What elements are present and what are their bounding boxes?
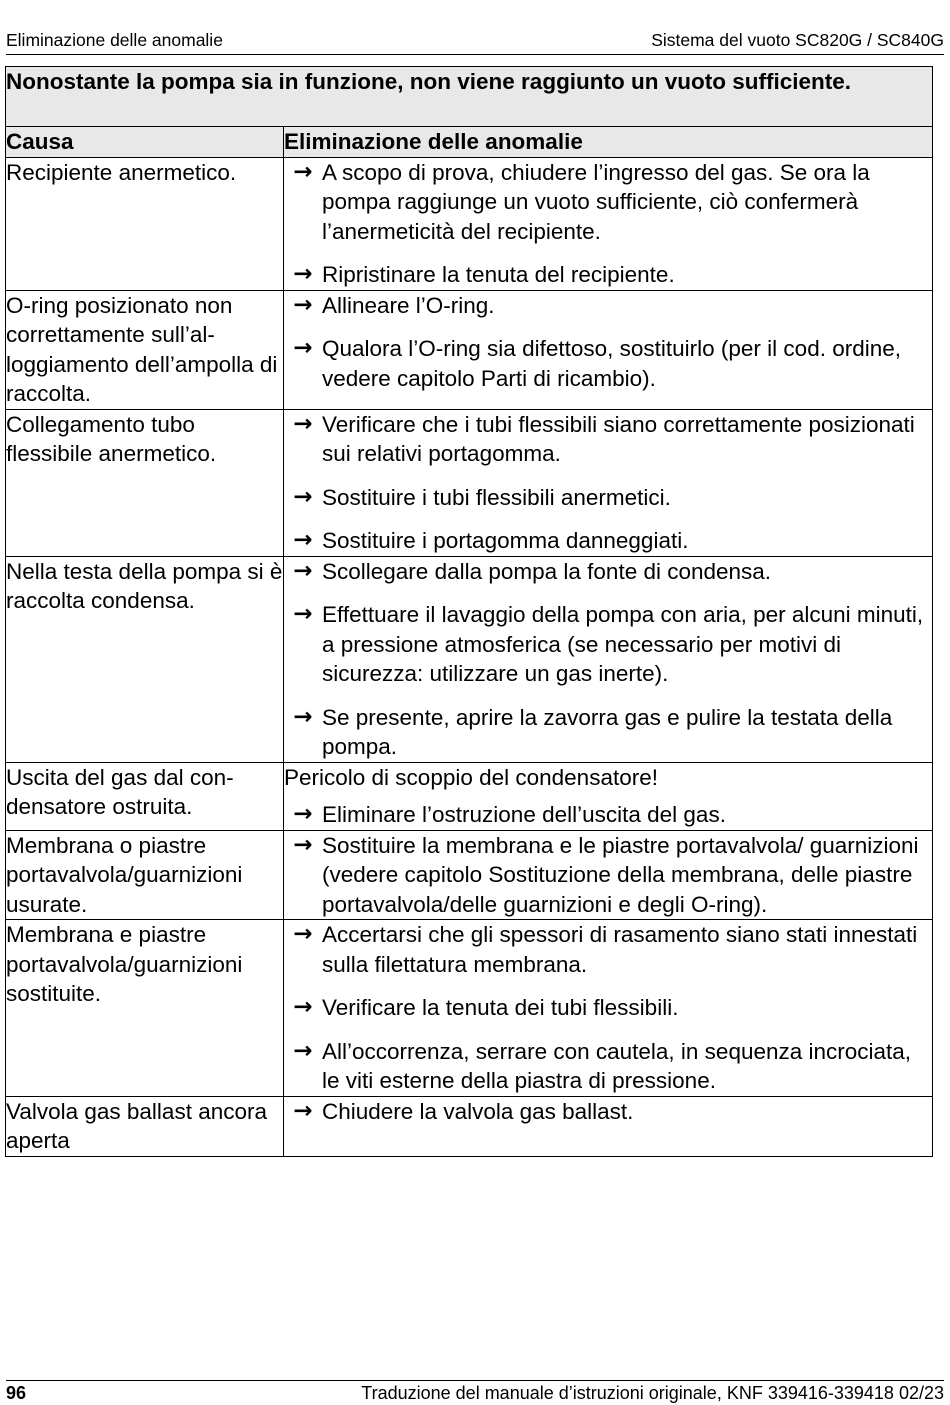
remedy-step-text: Accertarsi che gli spessori di rasamento siano stati innestati sulla filettatura membrana. [322, 922, 918, 977]
table-title: Nonostante la pompa sia in funzione, non viene raggiunto un vuoto sufficiente. [6, 67, 933, 127]
remedy-step-text: Se presente, aprire la zavorra gas e pulire la testata della pompa. [322, 704, 893, 759]
arrow-right-icon: → [293, 1037, 313, 1064]
remedy-step-text: Sostituire i portagomma danneggiati. [322, 528, 689, 553]
remedy-step [284, 410, 932, 469]
arrow-right-icon: → [293, 1097, 313, 1124]
remedy-step [284, 483, 932, 513]
cause-cell: Membrana e piastre portavalvola/guarnizioni sostituite. [6, 920, 284, 1097]
arrow-right-icon: → [293, 921, 313, 947]
arrow-right-icon: → [293, 483, 313, 510]
arrow-right-icon: → [293, 801, 313, 827]
arrow-right-icon: → [293, 291, 313, 318]
table-row [6, 920, 933, 1097]
remedy-step-text: A scopo di prova, chiudere l’ingresso del gas. Se ora la pompa raggiunge un vuoto sufficiente, ciò confermerà l’anermeticità del recipiente. [322, 159, 870, 244]
cause-cell: Nella testa della pompa si è raccolta condensa. [6, 556, 284, 762]
remedy-cell [284, 556, 933, 762]
remedy-step [284, 526, 932, 556]
remedy-step [284, 1037, 932, 1096]
remedy-step-text: Effettuare il lavaggio della pompa con aria, per alcuni minuti, a pressione atmosferica (se necessario per motivi di sicurezza: utilizzare un gas inerte). [322, 602, 924, 686]
page-header [6, 28, 944, 55]
remedy-step-text: Qualora l’O-ring sia difettoso, sostituirlo (per il cod. ordine, vedere capitolo Parti di ricambio). [322, 336, 902, 391]
remedy-cell [284, 290, 933, 409]
arrow-right-icon: → [293, 601, 313, 627]
remedy-cell [284, 409, 933, 556]
remedy-step-text: Scollegare dalla pompa la fonte di condensa. [322, 558, 772, 584]
cause-cell: Valvola gas ballast ancora aperta [6, 1096, 284, 1156]
remedy-step-text: Eliminare l’ostruzione dell’uscita del gas. [322, 802, 726, 827]
remedy-step-text: Sostituire la membrana e le piastre portavalvola/ guarnizioni (vedere capitolo Sostituzione della membrana, delle piastre portavalvola/delle guarnizioni e degli O-ring). [322, 832, 919, 917]
page-footer [6, 1380, 944, 1405]
page-number: 96 [6, 1383, 27, 1403]
arrow-right-icon: → [293, 994, 313, 1020]
remedy-step-text: Chiudere la valvola gas ballast. [322, 1098, 634, 1124]
cause-cell: Recipiente anermetico. [6, 157, 284, 290]
remedy-step [284, 291, 932, 321]
remedy-step [284, 557, 932, 587]
table-row [6, 556, 933, 762]
remedy-step [284, 703, 932, 762]
warning-note: Pericolo di scoppio del condensatore! [284, 764, 658, 790]
remedy-cell [284, 1096, 933, 1156]
remedy-step-text: Verificare che i tubi flessibili siano correttamente posizionati sui relativi portagomma. [322, 411, 915, 466]
remedy-step-text: All’occorrenza, serrare con cautela, in sequenza incrociata, le viti esterne della piastra di pressione. [322, 1038, 912, 1093]
remedy-step [284, 334, 932, 393]
column-header-remedy: Eliminazione delle anomalie [284, 127, 933, 158]
remedy-step-text: Verificare la tenuta dei tubi flessibili. [322, 995, 679, 1020]
remedy-step [284, 600, 932, 689]
arrow-right-icon: → [293, 831, 313, 858]
remedy-step [284, 800, 932, 830]
remedy-step [284, 920, 932, 979]
footer-source: Traduzione del manuale d’istruzioni originale, KNF 339416-339418 02/23 [361, 1383, 944, 1403]
arrow-right-icon: → [293, 703, 313, 730]
table-row [6, 290, 933, 409]
arrow-right-icon: → [293, 410, 313, 437]
remedy-step-text: Sostituire i tubi flessibili anermetici. [322, 484, 671, 510]
arrow-right-icon: → [293, 527, 313, 553]
remedy-step [284, 260, 932, 290]
table-row [6, 830, 933, 920]
table-row [6, 409, 933, 556]
remedy-cell [284, 920, 933, 1097]
cause-cell: Collegamento tubo flessibile anermetico. [6, 409, 284, 556]
arrow-right-icon: → [293, 557, 313, 584]
remedy-step [284, 158, 932, 247]
table-row [6, 157, 933, 290]
header-product-name: Sistema del vuoto SC820G / SC840G [651, 30, 944, 50]
arrow-right-icon: → [293, 158, 313, 185]
remedy-step [284, 993, 932, 1023]
arrow-right-icon: → [293, 335, 313, 361]
column-header-cause: Causa [6, 127, 284, 158]
remedy-step-text: Allineare l’O-ring. [322, 292, 495, 318]
cause-cell: Uscita del gas dal condensatore ostruita. [6, 762, 284, 830]
cause-cell: O-ring posizionato non correttamente sull’alloggiamento dell’ampolla di raccolta. [6, 290, 284, 409]
header-section-title: Eliminazione delle anomalie [6, 30, 223, 50]
table-body [6, 157, 933, 1156]
remedy-step-text: Ripristinare la tenuta del recipiente. [322, 262, 675, 287]
table-row [6, 1096, 933, 1156]
troubleshooting-table [5, 66, 933, 1157]
remedy-cell [284, 830, 933, 920]
cause-cell: Membrana o piastre portavalvola/guarnizioni usurate. [6, 830, 284, 920]
arrow-right-icon: → [293, 261, 313, 287]
table-row [6, 762, 933, 830]
remedy-cell [284, 762, 933, 830]
remedy-step [284, 1097, 932, 1127]
remedy-cell [284, 157, 933, 290]
remedy-step [284, 831, 932, 920]
